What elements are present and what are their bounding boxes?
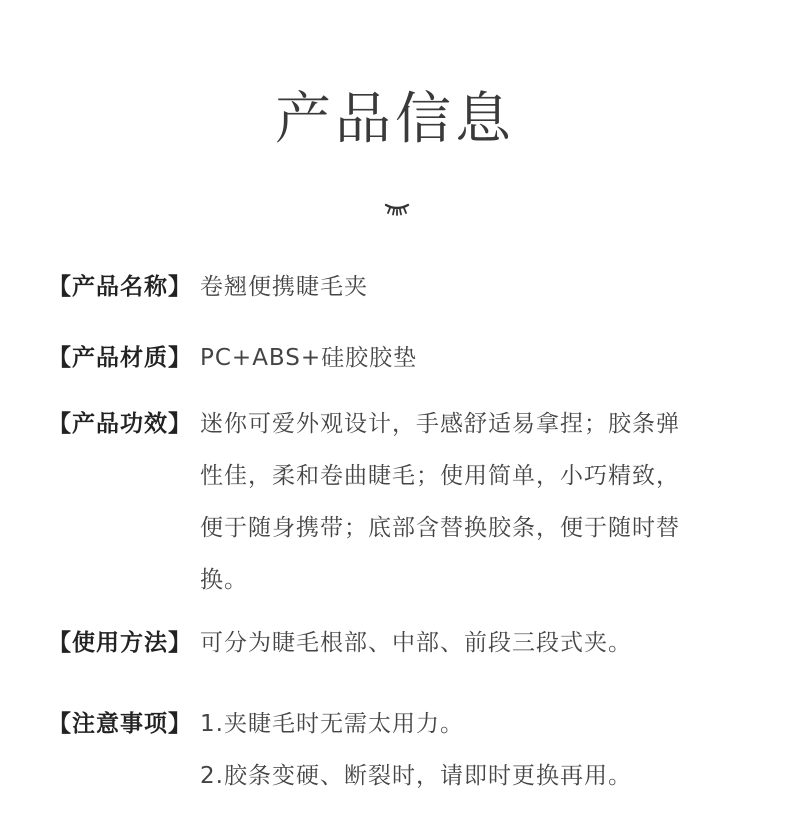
effect-value: [200, 398, 748, 606]
effect-line: 迷你可爱外观设计，手感舒适易拿捏；胶条弹: [200, 411, 680, 437]
effect-label: 【产品功效】: [48, 411, 192, 437]
product-name-label: 【产品名称】: [48, 274, 192, 300]
info-row-effect: [48, 398, 748, 606]
material-label: 【产品材质】: [48, 345, 192, 371]
info-row-material: [48, 332, 748, 384]
eyelash-icon: [383, 200, 411, 218]
material-value: PC+ABS+硅胶胶垫: [200, 345, 418, 371]
info-row-usage: [48, 617, 748, 669]
effect-line: 性佳，柔和卷曲睫毛；使用简单，小巧精致，: [200, 463, 680, 489]
notes-line: 2.胶条变硬、断裂时，请即时更换再用。: [200, 763, 632, 789]
notes-line: 1.夹睫毛时无需太用力。: [200, 711, 464, 737]
usage-label: 【使用方法】: [48, 630, 192, 656]
page-title: 产品信息: [275, 87, 515, 152]
info-row-notes: [48, 698, 748, 802]
effect-line: 便于随身携带；底部含替换胶条，便于随时替: [200, 515, 680, 541]
notes-value: [200, 698, 748, 802]
product-name-value: 卷翘便携睫毛夹: [200, 274, 368, 300]
usage-value: 可分为睫毛根部、中部、前段三段式夹。: [200, 630, 632, 656]
notes-label: 【注意事项】: [48, 711, 192, 737]
info-row-product-name: [48, 261, 748, 313]
effect-line: 换。: [200, 567, 248, 593]
